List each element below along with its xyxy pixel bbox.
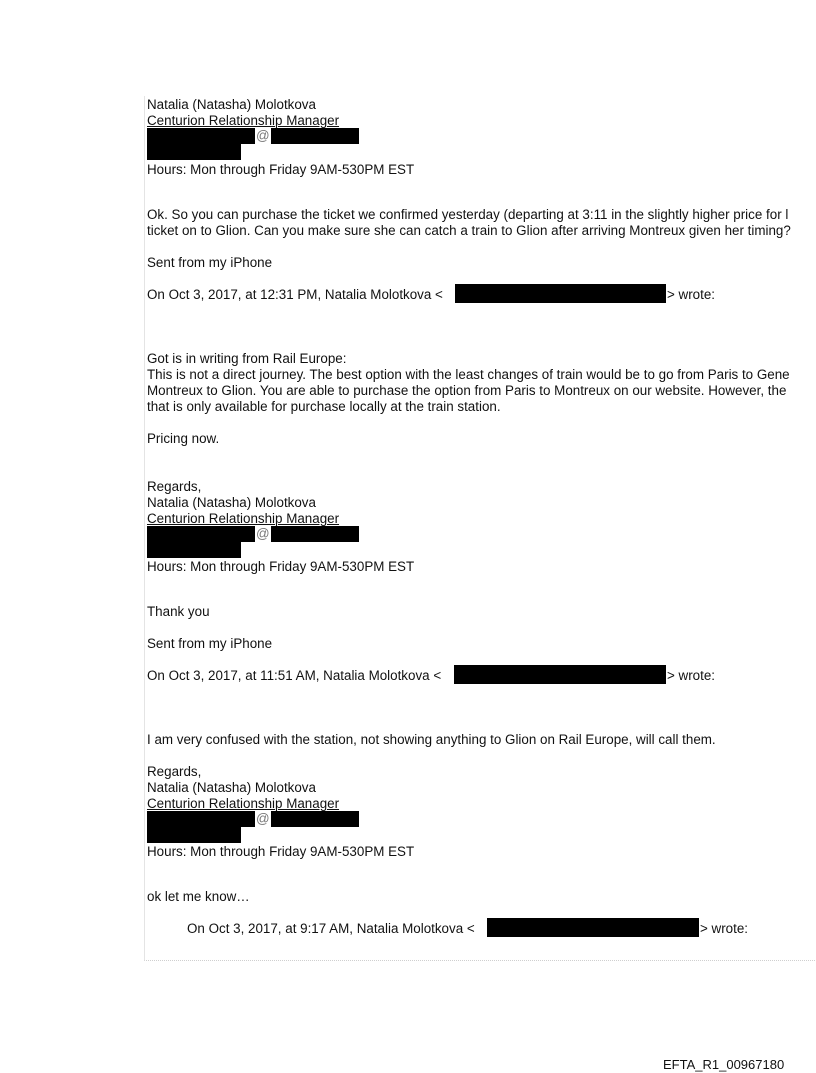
redaction-box <box>487 918 699 937</box>
message-line: I am very confused with the station, not showing anything to Glion on Rail Europe, will call them. <box>147 732 716 747</box>
quote-header: On Oct 3, 2017, at 12:31 PM, Natalia Molotkova < <box>147 287 443 302</box>
redaction-box <box>271 811 359 827</box>
sent-from-iphone: Sent from my iPhone <box>147 636 273 651</box>
signature-regards: Regards, <box>147 764 202 779</box>
signature-title: Centurion Relationship Manager <box>147 796 340 811</box>
signature-hours: Hours: Mon through Friday 9AM-530PM EST <box>147 559 415 574</box>
email-at-sign: @ <box>256 526 270 541</box>
redaction-box <box>271 526 359 542</box>
signature-name: Natalia (Natasha) Molotkova <box>147 495 316 510</box>
message-line: Ok. So you can purchase the ticket we confirmed yesterday (departing at 3:11 in the slightly higher price for l <box>147 207 789 222</box>
signature-regards: Regards, <box>147 479 202 494</box>
quote-header-suffix: > wrote: <box>667 287 716 302</box>
signature-title: Centurion Relationship Manager <box>147 511 340 526</box>
message-line: that is only available for purchase locally at the train station. <box>147 399 501 414</box>
email-at-sign: @ <box>256 128 270 143</box>
redaction-box <box>147 811 255 827</box>
email-at-sign: @ <box>256 811 270 826</box>
redaction-box <box>147 128 255 144</box>
redaction-box <box>147 542 241 558</box>
redaction-box <box>147 526 255 542</box>
message-line: Pricing now. <box>147 431 220 446</box>
redaction-box <box>455 284 666 303</box>
message-line: Got is in writing from Rail Europe: <box>147 351 347 366</box>
message-line: Thank you <box>147 604 210 619</box>
sent-from-iphone: Sent from my iPhone <box>147 255 273 270</box>
signature-title: Centurion Relationship Manager <box>147 113 340 128</box>
redaction-box <box>147 827 241 843</box>
quote-header-suffix: > wrote: <box>667 668 716 683</box>
quote-header-suffix: > wrote: <box>700 921 749 936</box>
quote-header: On Oct 3, 2017, at 9:17 AM, Natalia Molotkova < <box>187 921 475 936</box>
message-line: This is not a direct journey. The best option with the least changes of train would be to go from Paris to Gene <box>147 367 790 382</box>
message-line: ticket on to Glion. Can you make sure she can catch a train to Glion after arriving Montreux given her timing? <box>147 223 791 238</box>
signature-name: Natalia (Natasha) Molotkova <box>147 97 316 112</box>
bates-number: EFTA_R1_00967180 <box>663 1057 785 1072</box>
redaction-box <box>147 144 241 160</box>
signature-hours: Hours: Mon through Friday 9AM-530PM EST <box>147 162 415 177</box>
message-line: ok let me know… <box>147 889 250 904</box>
signature-hours: Hours: Mon through Friday 9AM-530PM EST <box>147 844 415 859</box>
redaction-box <box>454 665 666 684</box>
redaction-box <box>271 128 359 144</box>
message-line: Montreux to Glion. You are able to purchase the option from Paris to Montreux on our website. However, the <box>147 383 787 398</box>
signature-name: Natalia (Natasha) Molotkova <box>147 780 316 795</box>
quote-header: On Oct 3, 2017, at 11:51 AM, Natalia Molotkova < <box>147 668 442 683</box>
